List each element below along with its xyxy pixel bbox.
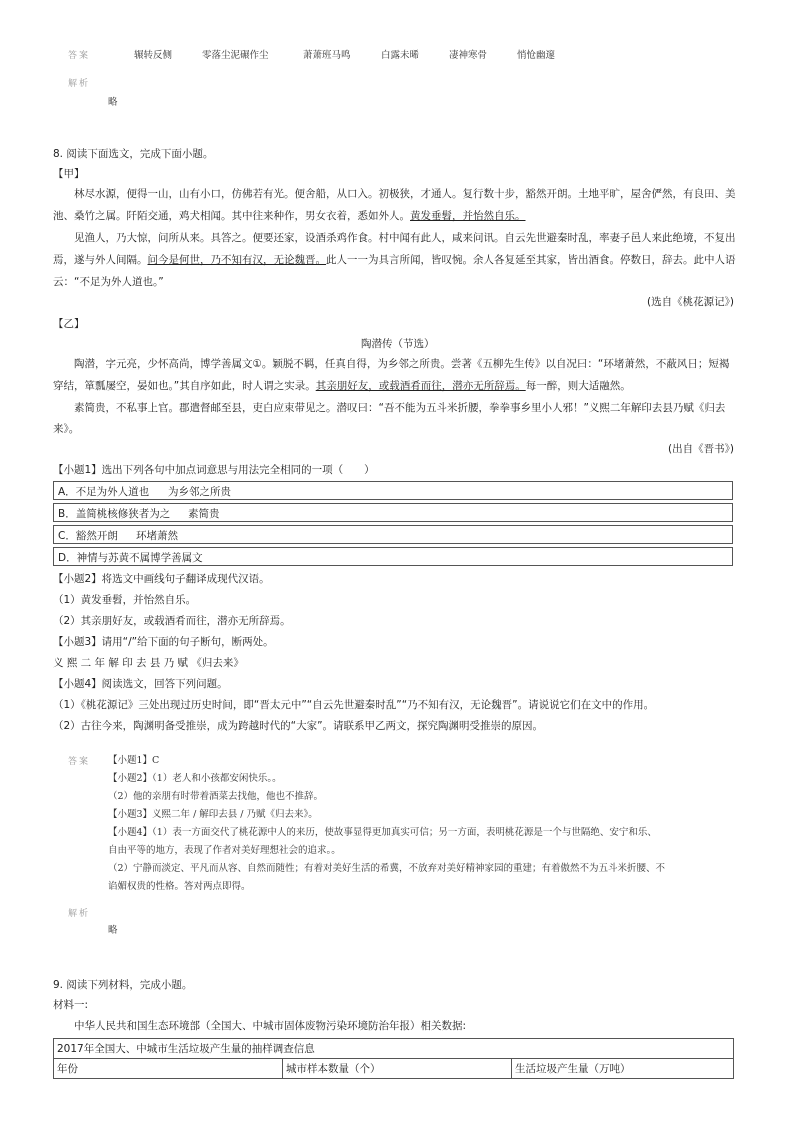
passage-text: 焉，遂与外人间隔。 [53,254,148,266]
passage-line: 素简贵，不私事上官。郡遣督邮至县，吏白应束带见之。潜叹曰：“吾不能为五斗米折腰，拳拳事乡里小人邪！”义熙二年解印去县乃赋《归去 [74,402,726,414]
sub-question-2-item: （1）黄发垂髫，并怡然自乐。 [53,594,197,606]
answer-item: 萧萧班马鸣 [303,50,351,61]
answer-item: 白露未晞 [381,50,420,61]
source-note: (选自《桃花源记》) [647,296,734,308]
passage-text: 穿结，箪瓢屡空，晏如也。”其自序如此，时人谓之实录。 [53,380,316,392]
sub-question-4-item: （2）古往今来，陶渊明备受推崇，成为跨越时代的“大家”。请联系甲乙两文，探究陶渊明受推崇的原因。 [53,720,544,732]
underlined-sentence: 黄发垂髫，并怡然自乐。 [410,210,526,222]
passage-text: 池、桑竹之属。阡陌交通，鸡犬相闻。其中往来种作，男女衣着，悉如外人。 [53,210,410,222]
question-intro: 9. 阅读下列材料，完成小题。 [53,979,193,991]
answer-line: （2）宁静而淡定、平凡而从容、自然而随性；有着对美好生活的希冀，不放弃对美好精神家园的重建；有着傲然不为五斗米折腰、不 [108,863,666,874]
answer-label: 答案 [68,51,91,61]
data-table [53,1038,734,1079]
answer-line: 【小题2】（1）老人和小孩都安闲快乐。。 [108,773,282,784]
option-text: C．豁然开朗 [58,530,118,542]
underlined-sentence: 其亲朋好友，或载酒肴而往，潜亦无所辞焉。 [315,380,526,392]
analysis-text: 略 [108,97,118,108]
passage-text: 每一醉，则大适融然。 [525,380,631,392]
sub-question-2-item: （2）其亲朋好友，或载酒肴而往，潜亦无所辞焉。 [53,615,291,627]
option-row-d [53,547,733,566]
analysis-label: 解析 [68,909,91,919]
passage-line [53,208,526,224]
answer-line: （2）他的亲朋有时带着酒菜去找他，他也不推辞。 [108,791,324,802]
option-row-a [53,481,733,500]
answer-line: 【小题4】（1）表一方面交代了桃花源中人的来历，使故事显得更加真实可信；另一方面，表明桃花源是一个与世隔绝、安宁和乐、 [108,827,657,838]
passage-line: 陶潜，字元亮，少怀高尚，博学善属文①。颖脱不羁，任真自得，为乡邻之所贵。尝著《五柳先生传》以自况曰：“环堵萧然，不蔽风日；短褐 [74,358,730,370]
sub-question-2: 【小题2】将选文中画线句子翻译成现代汉语。 [53,573,270,585]
table-header-cell: 年份 [54,1059,283,1079]
answer-line: 【小题3】义熙二年 / 解印去县 / 乃赋《归去来》。 [108,809,318,820]
sub-question-4-item: （1）《桃花源记》三处出现过历史时间，即“晋太元中”“自云先世避秦时乱”“乃不知有汉，无论魏晋”。请说说它们在文中的作用。 [53,699,655,711]
answer-item: 零落尘泥碾作尘 [202,50,269,61]
passage-line: 林尽水源，便得一山，山有小口，仿佛若有光。便舍船，从口入。初极狭，才通人。复行数十步，豁然开朗。土地平旷，屋舍俨然，有良田、美 [74,188,736,200]
answer-line: 自由平等的地方，表现了作者对美好理想社会的追求。。 [108,845,341,856]
passage-line [53,252,736,268]
answer-line: 【小题1】C [108,755,160,766]
sub-question-3: 【小题3】请用“/”给下面的句子断句，断两处。 [53,636,274,648]
option-text: 环堵萧然 [136,530,178,542]
analysis-text: 略 [108,925,118,936]
passage-line [53,378,631,394]
table-title-cell: 2017年全国大、中城市生活垃圾产生量的抽样调查信息 [54,1039,734,1059]
passage-line: 见渔人，乃大惊，问所从来。具答之。便要还家，设酒杀鸡作食。村中闻有此人，咸来问讯。自云先世避秦时乱，率妻子邑人来此绝境，不复出 [74,232,736,244]
passage-title: 陶潜传（节选） [361,338,435,350]
passage-line: 来》。 [53,423,80,435]
material-label: 材料一: [53,999,89,1011]
option-row-c [53,525,733,544]
passage-line: 云：“不足为外人道也。” [53,276,164,288]
option-text: 素简贵 [188,508,220,520]
table-header-cell: 生活垃圾产生量（万吨） [512,1059,734,1079]
table-row [54,1059,734,1079]
sub-question-3-text: 义 熙 二 年 解 印 去 县 乃 赋 《归去来》 [53,657,244,669]
sub-question-1: 【小题1】选出下列各句中加点词意思与用法完全相同的一项（ ） [53,464,375,476]
answer-item: 悄怆幽邃 [517,50,556,61]
option-text: 为乡邻之所贵 [168,486,231,498]
sub-question-4: 【小题4】阅读选文，回答下列问题。 [53,678,228,690]
section-label-jia: 【甲】 [53,168,85,180]
answer-item: 凄神寒骨 [449,50,488,61]
table-row [54,1039,734,1059]
answer-item: 辗转反侧 [134,50,173,61]
option-row-b [53,503,733,522]
answer-label: 答案 [68,757,91,767]
question-intro: 8. 阅读下面选文，完成下面小题。 [53,148,214,160]
passage-text: 此人一一为具言所闻，皆叹惋。余人各复延至其家，皆出酒食。停数日，辞去。此中人语 [326,254,736,266]
section-label-yi: 【乙】 [53,318,85,330]
table-header-cell: 城市样本数量（个） [283,1059,512,1079]
option-text: A．不足为外人道也 [58,486,150,498]
analysis-label: 解析 [68,79,91,89]
source-note: (出自《晋书》) [668,443,734,455]
underlined-sentence: 问今是何世，乃不知有汉，无论魏晋。 [147,254,326,266]
answer-line: 谄媚权贵的性格。答对两点即得。 [108,881,251,892]
option-text: D．神情与苏黄不属博学善属文 [58,552,203,564]
material-desc: 中华人民共和国生态环境部（全国大、中城市固体废物污染环境防治年报）相关数据: [74,1020,467,1032]
option-text: B．盖简桃核修狭者为之 [58,508,171,520]
